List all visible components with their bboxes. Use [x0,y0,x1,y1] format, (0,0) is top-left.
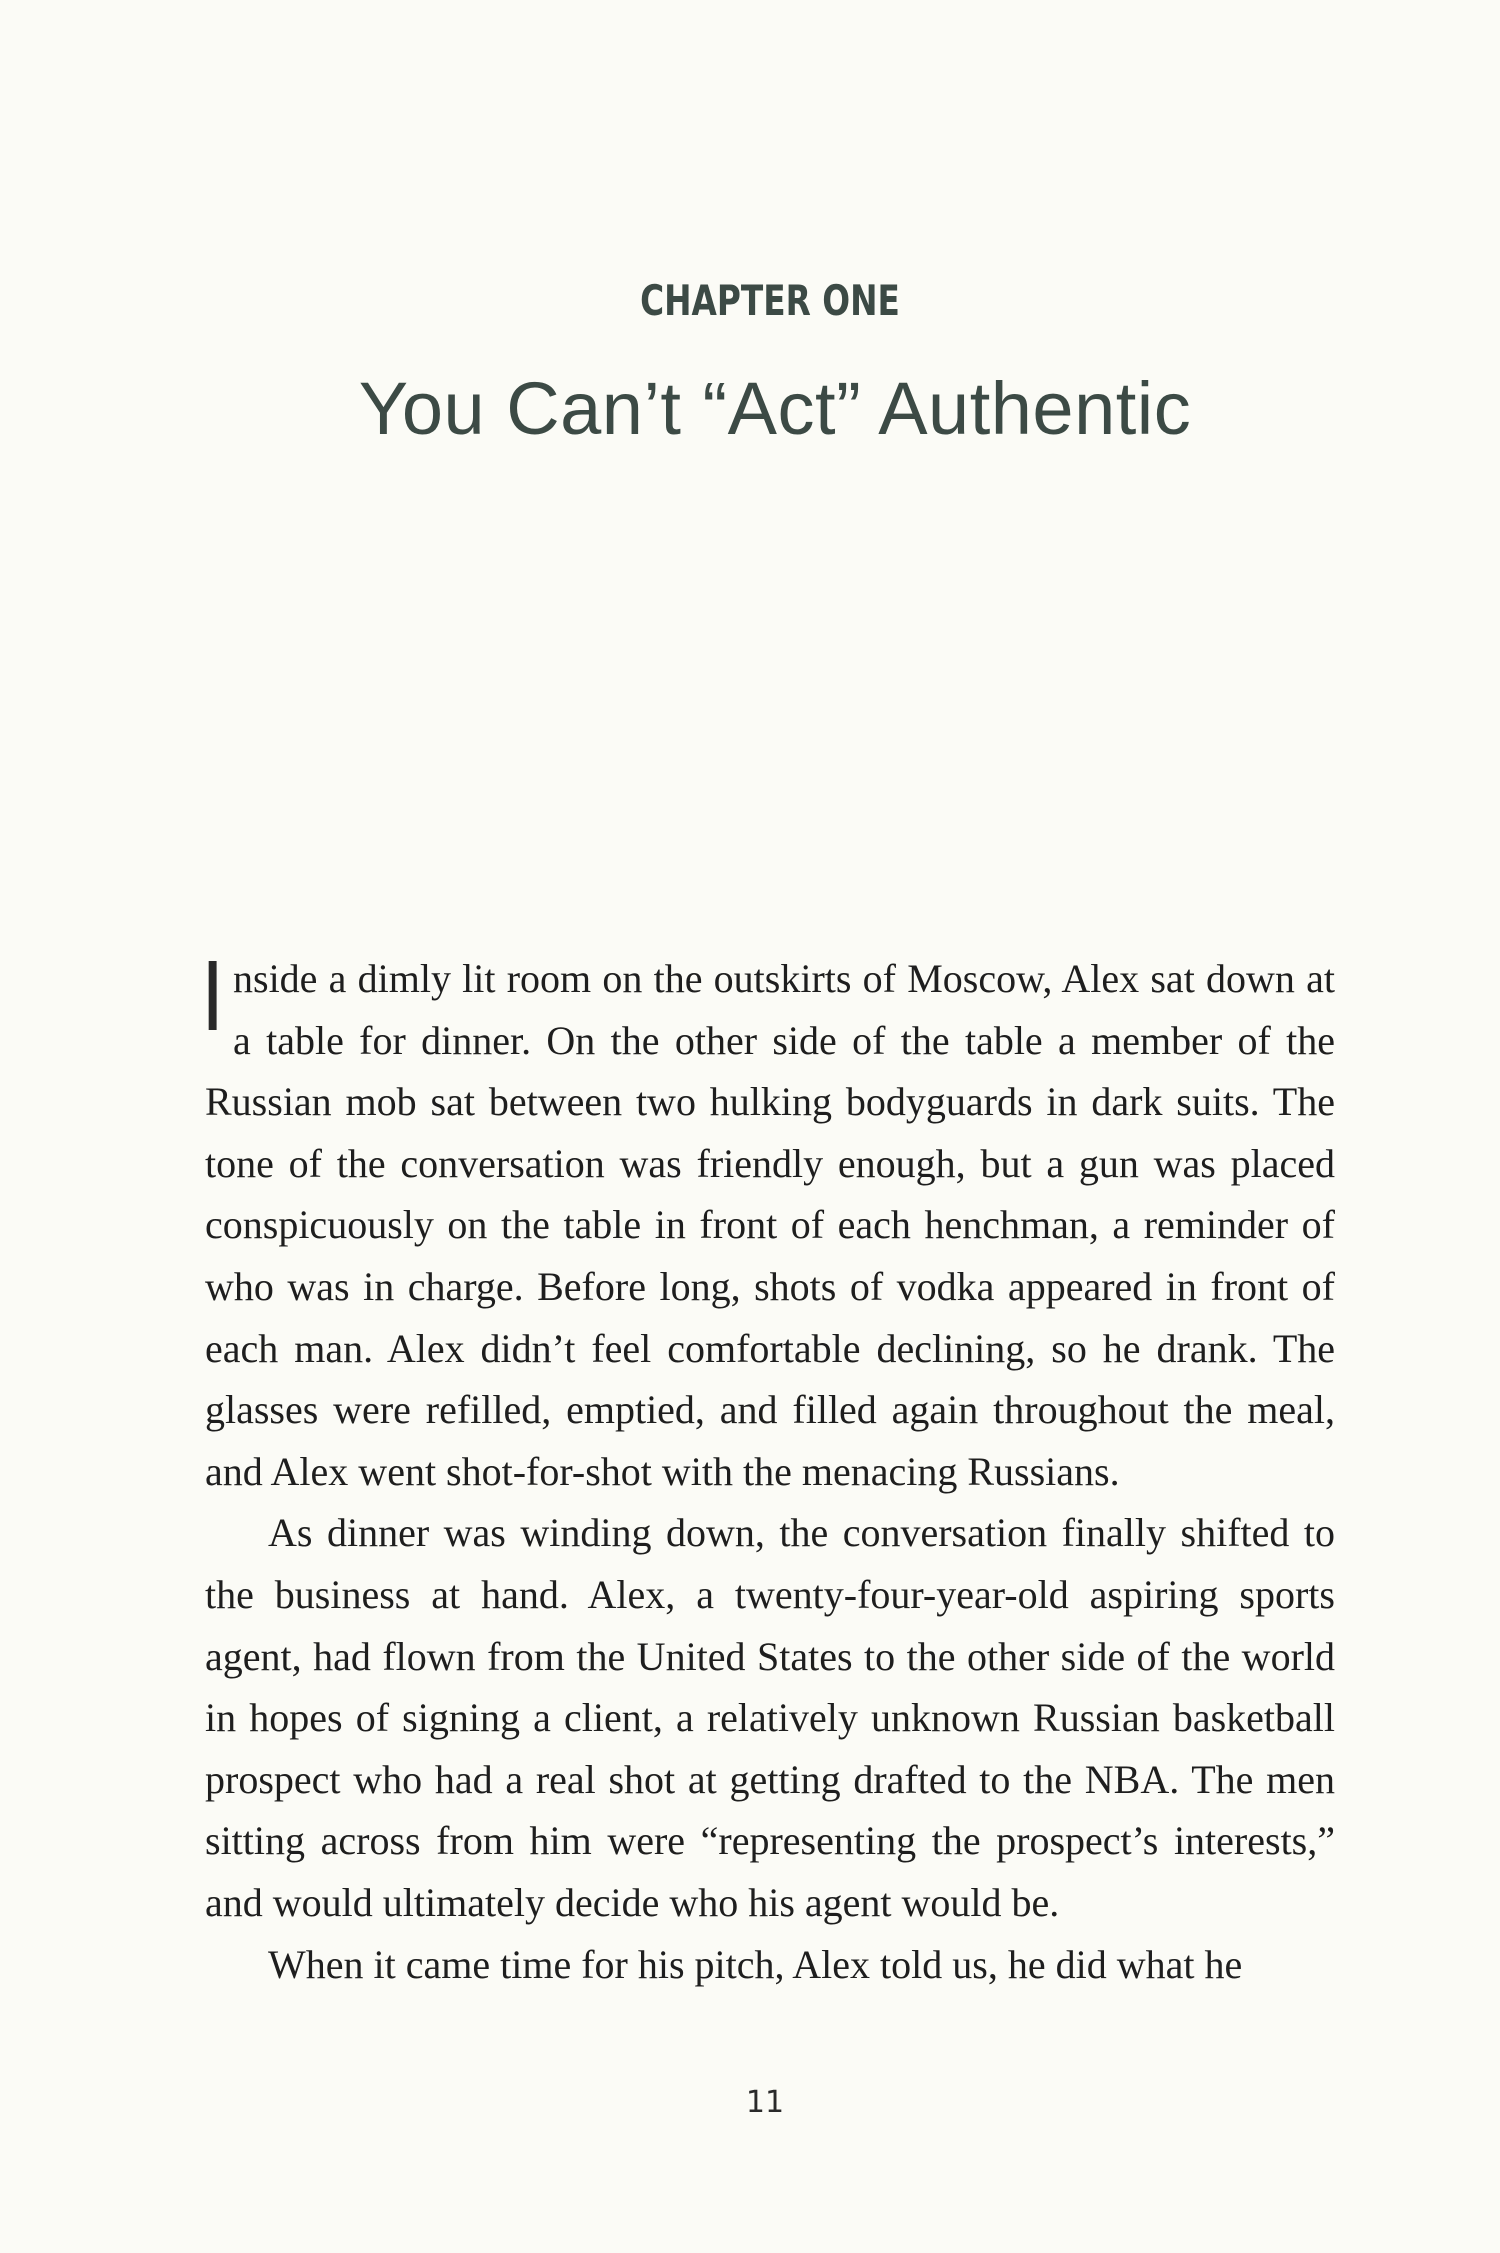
drop-cap: I [205,940,221,1052]
chapter-title: You Can’t “Act” Authentic [358,367,1192,450]
chapter-label: CHAPTER ONE [640,276,900,325]
paragraph-1-text: nside a dimly lit room on the outskirts of Moscow, Alex sat down at a table for dinner. On the other side of the table a member of the Russian mob sat between two hulking bodyguards in dark suits. The tone of the conversation was friendly enough, but a gun was placed conspicuously on the table in front of each henchman, a reminder of who was in charge. Before long, shots of vodka appeared in front of each man. Alex didn’t feel comfortable declining, so he drank. The glasses were refilled, emptied, and filled again throughout the meal, and Alex went shot-for-shot with the menacing Russians. [205,956,1335,1494]
paragraph-3: When it came time for his pitch, Alex told us, he did what he [268,1941,1243,1987]
paragraph-2: As dinner was winding down, the conversation finally shifted to the business at hand. Alex, a twenty-four-year-old aspiring sports agent, had flown from the United States to the other side of the world in hopes of signing a client, a relatively unknown Russian basketball prospect who had a real shot at getting drafted to the NBA. The men sitting across from him were “representing the prospect’s interests,” and would ultimately decide who his agent would be. [205,1510,1335,1925]
page-number: 11 [745,2085,785,2120]
chapter-body [205,940,1335,1995]
paragraph-1 [205,940,1335,1502]
